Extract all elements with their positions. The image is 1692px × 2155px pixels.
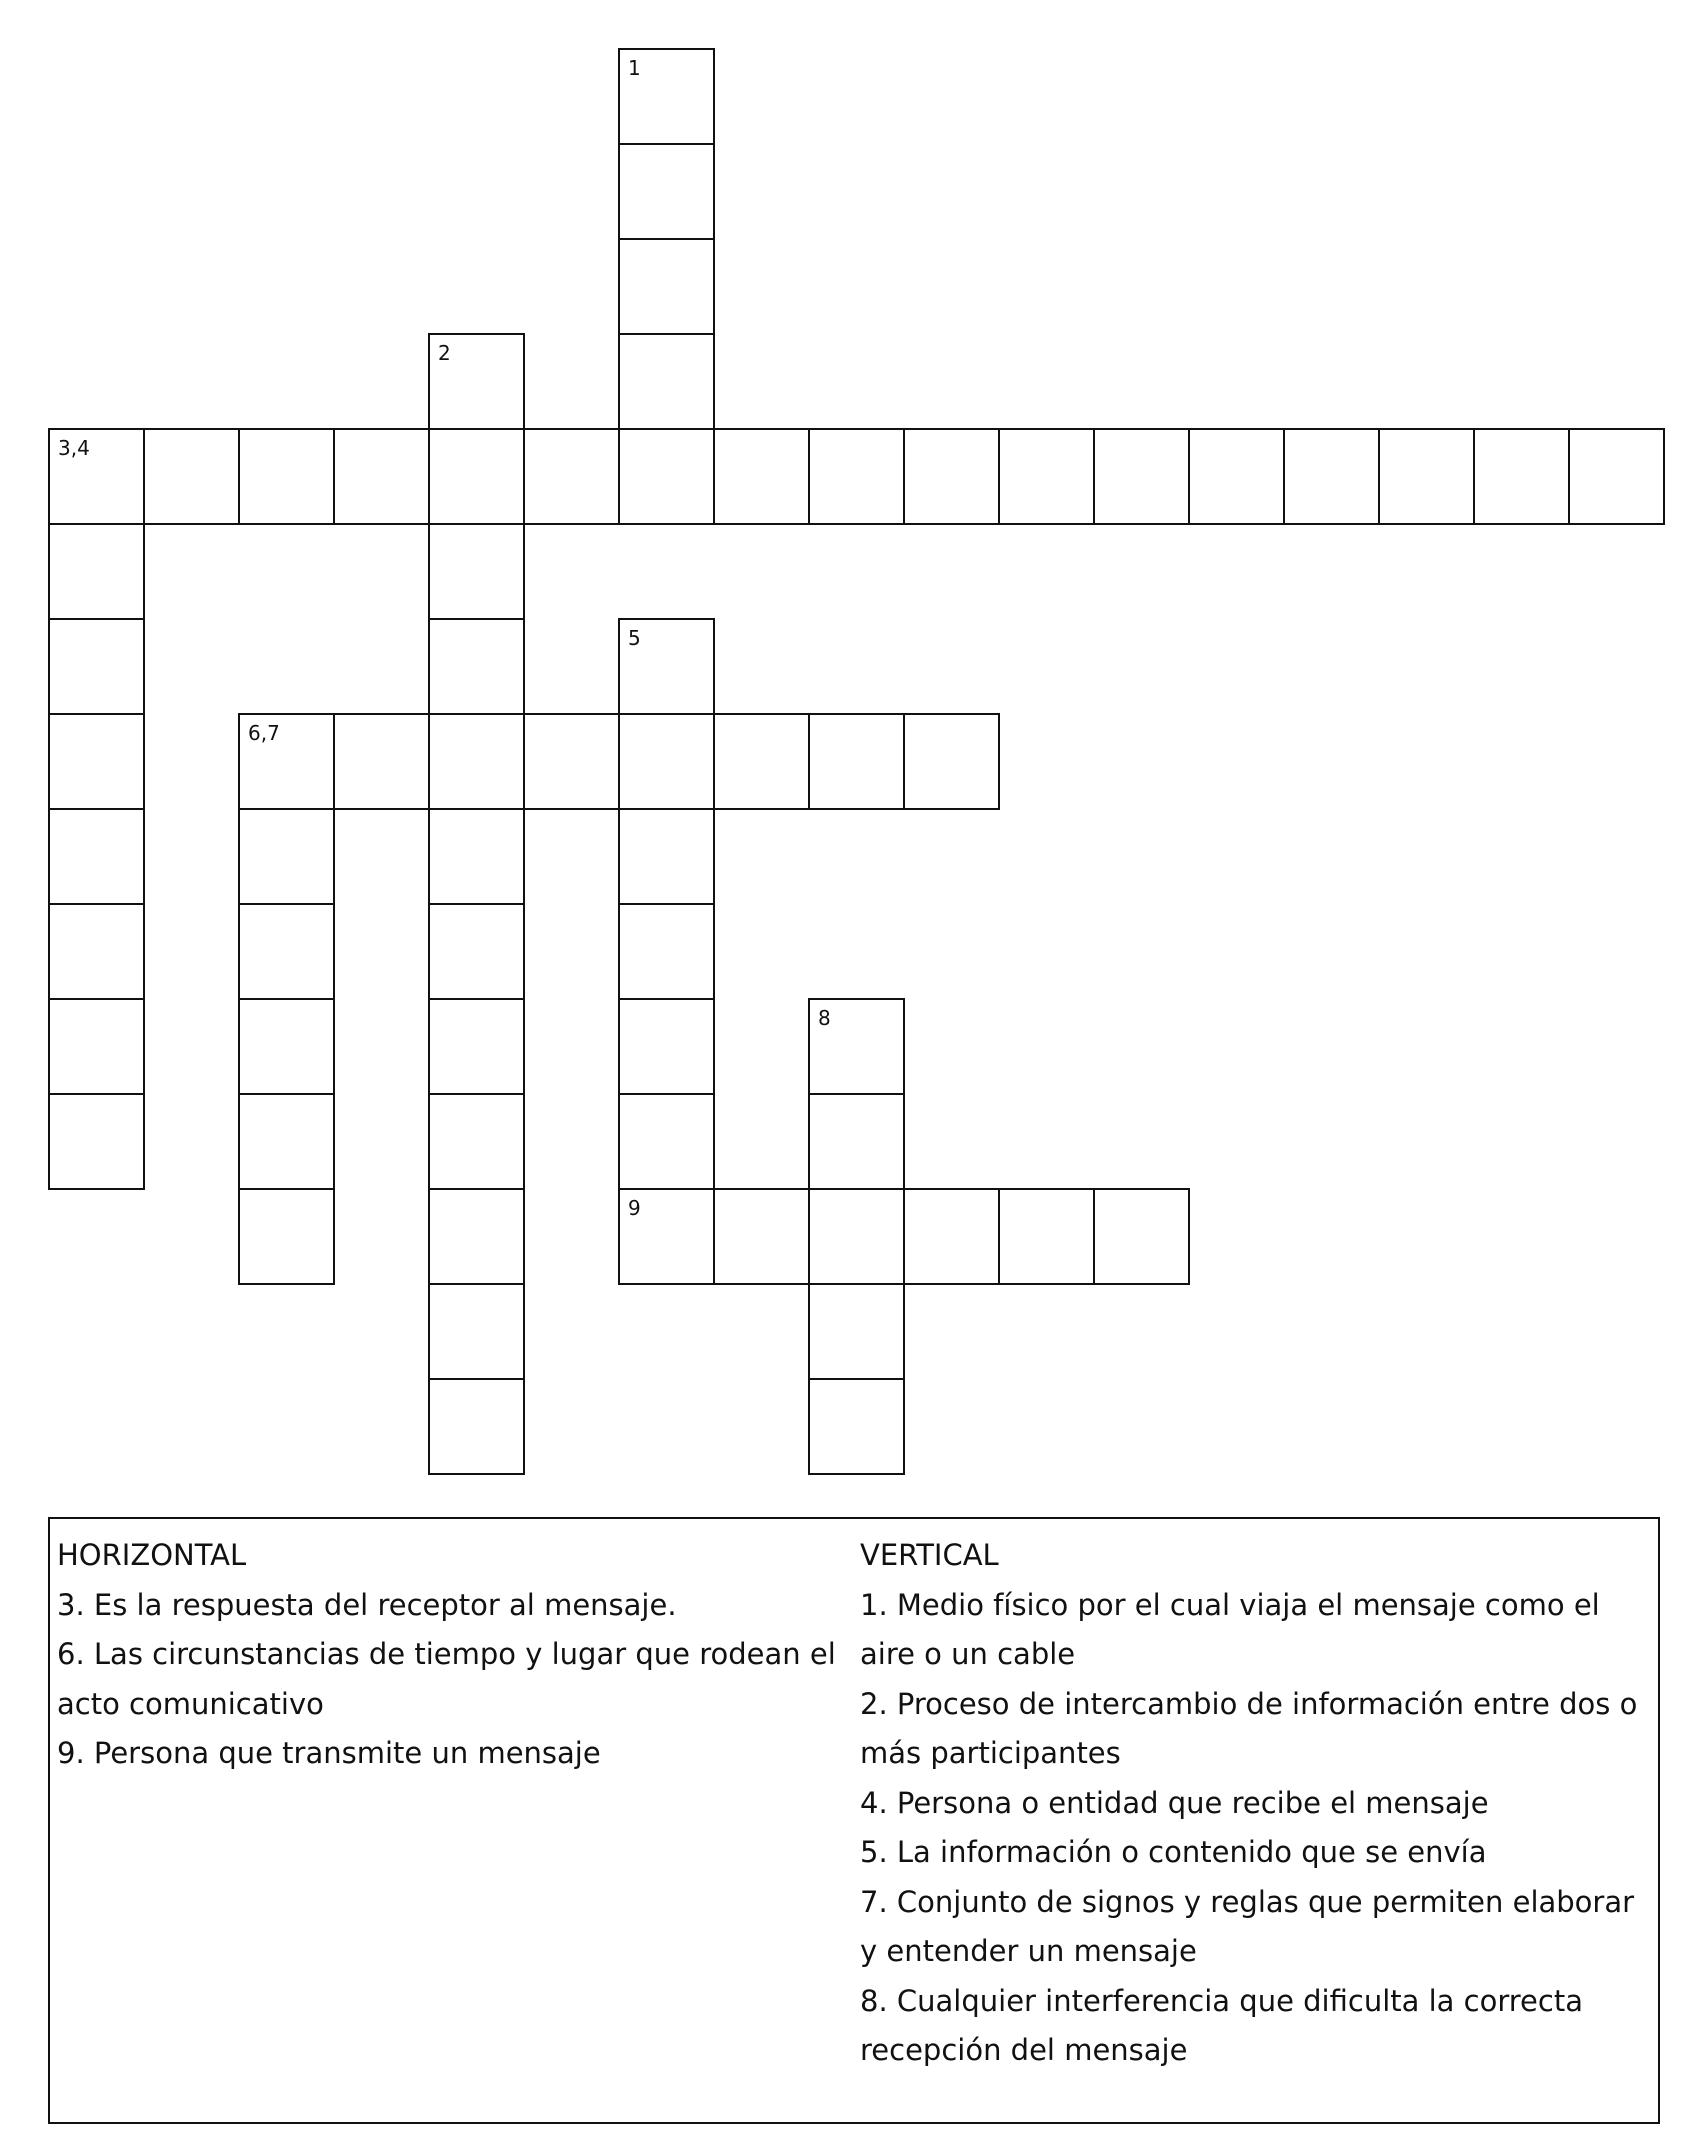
- crossword-cell[interactable]: [1568, 428, 1665, 525]
- clue-number: 1: [628, 56, 641, 80]
- crossword-cell[interactable]: [48, 808, 145, 905]
- clue-number: 8: [818, 1006, 831, 1030]
- crossword-cell[interactable]: [808, 1283, 905, 1380]
- crossword-cell[interactable]: [428, 428, 525, 525]
- crossword-cell[interactable]: [143, 428, 240, 525]
- crossword-cell[interactable]: [618, 808, 715, 905]
- clue-h9: 9. Persona que transmite un mensaje: [57, 1736, 601, 1770]
- clue-number: 9: [628, 1196, 641, 1220]
- clue-number: 2: [438, 341, 451, 365]
- crossword-cell[interactable]: [428, 1378, 525, 1475]
- crossword-cell[interactable]: [48, 618, 145, 715]
- crossword-cell[interactable]: [428, 713, 525, 810]
- crossword-cell[interactable]: [1188, 428, 1285, 525]
- crossword-cell[interactable]: [333, 713, 430, 810]
- clue-h3: 3. Es la respuesta del receptor al mensaje.: [57, 1587, 677, 1622]
- clue-h6: 6. Las circunstancias de tiempo y lugar que rodean el acto comunicativo: [57, 1637, 836, 1721]
- clue-number: 6,7: [248, 721, 280, 745]
- crossword-cell[interactable]: [428, 523, 525, 620]
- crossword-cell[interactable]: [808, 428, 905, 525]
- crossword-cell[interactable]: [713, 1188, 810, 1285]
- crossword-cell[interactable]: [333, 428, 430, 525]
- vertical-clues: [860, 1531, 1650, 2076]
- crossword-cell[interactable]: [1093, 1188, 1190, 1285]
- horizontal-title: HORIZONTAL: [57, 1538, 247, 1572]
- clue-v5: 5. La información o contenido que se envía: [860, 1835, 1487, 1869]
- crossword-cell[interactable]: [618, 48, 715, 145]
- crossword-cell[interactable]: [903, 1188, 1000, 1285]
- crossword-cell[interactable]: [523, 713, 620, 810]
- crossword-cell[interactable]: [618, 333, 715, 430]
- crossword-cell[interactable]: [713, 713, 810, 810]
- crossword-cell[interactable]: [428, 618, 525, 715]
- crossword-cell[interactable]: [618, 238, 715, 335]
- crossword-cell[interactable]: [618, 428, 715, 525]
- crossword-cell[interactable]: [238, 428, 335, 525]
- crossword-cell[interactable]: [523, 428, 620, 525]
- crossword-cell[interactable]: [808, 1093, 905, 1190]
- crossword-cell[interactable]: [428, 1093, 525, 1190]
- crossword-cell[interactable]: [618, 618, 715, 715]
- clue-v7: 7. Conjunto de signos y reglas que permiten elaborar y entender un mensaje: [860, 1884, 1635, 1968]
- crossword-cell[interactable]: [238, 1188, 335, 1285]
- crossword-cell[interactable]: [48, 1093, 145, 1190]
- clue-v2: 2. Proceso de intercambio de información entre dos o más participantes: [860, 1686, 1638, 1770]
- crossword-cell[interactable]: [1473, 428, 1570, 525]
- clue-v8: 8. Cualquier interferencia que dificulta la correcta recepción del mensaje: [860, 1983, 1583, 2067]
- crossword-cell[interactable]: [1283, 428, 1380, 525]
- crossword-cell[interactable]: [618, 998, 715, 1095]
- crossword-cell[interactable]: [428, 1188, 525, 1285]
- crossword-cell[interactable]: [238, 713, 335, 810]
- crossword-cell[interactable]: [903, 713, 1000, 810]
- crossword-cell[interactable]: [618, 1188, 715, 1285]
- crossword-cell[interactable]: [998, 428, 1095, 525]
- crossword-cell[interactable]: [808, 713, 905, 810]
- crossword-cell[interactable]: [238, 903, 335, 1000]
- clues-box: [48, 1517, 1660, 2124]
- crossword-cell[interactable]: [238, 998, 335, 1095]
- crossword-cell[interactable]: [428, 998, 525, 1095]
- crossword-cell[interactable]: [428, 1283, 525, 1380]
- crossword-cell[interactable]: [48, 428, 145, 525]
- crossword-cell[interactable]: [808, 1378, 905, 1475]
- crossword-cell[interactable]: [48, 713, 145, 810]
- crossword-cell[interactable]: [1093, 428, 1190, 525]
- horizontal-clues: [57, 1531, 847, 1779]
- crossword-cell[interactable]: [428, 903, 525, 1000]
- crossword-cell[interactable]: [1378, 428, 1475, 525]
- crossword-cell[interactable]: [618, 903, 715, 1000]
- crossword-cell[interactable]: [428, 333, 525, 430]
- clue-number: 3,4: [58, 436, 90, 460]
- clue-v1: 1. Medio físico por el cual viaja el mensaje como el aire o un cable: [860, 1587, 1600, 1671]
- crossword-cell[interactable]: [618, 1093, 715, 1190]
- crossword-cell[interactable]: [48, 903, 145, 1000]
- crossword-cell[interactable]: [808, 1188, 905, 1285]
- clue-number: 5: [628, 626, 641, 650]
- crossword-cell[interactable]: [428, 808, 525, 905]
- crossword-cell[interactable]: [998, 1188, 1095, 1285]
- crossword-cell[interactable]: [903, 428, 1000, 525]
- crossword-cell[interactable]: [808, 998, 905, 1095]
- crossword-cell[interactable]: [48, 998, 145, 1095]
- crossword-cell[interactable]: [238, 1093, 335, 1190]
- crossword-cell[interactable]: [618, 713, 715, 810]
- crossword-cell[interactable]: [238, 808, 335, 905]
- crossword-cell[interactable]: [48, 523, 145, 620]
- clue-v4: 4. Persona o entidad que recibe el mensaje: [860, 1785, 1489, 1820]
- crossword-cell[interactable]: [618, 143, 715, 240]
- vertical-title: VERTICAL: [860, 1538, 999, 1572]
- crossword-cell[interactable]: [713, 428, 810, 525]
